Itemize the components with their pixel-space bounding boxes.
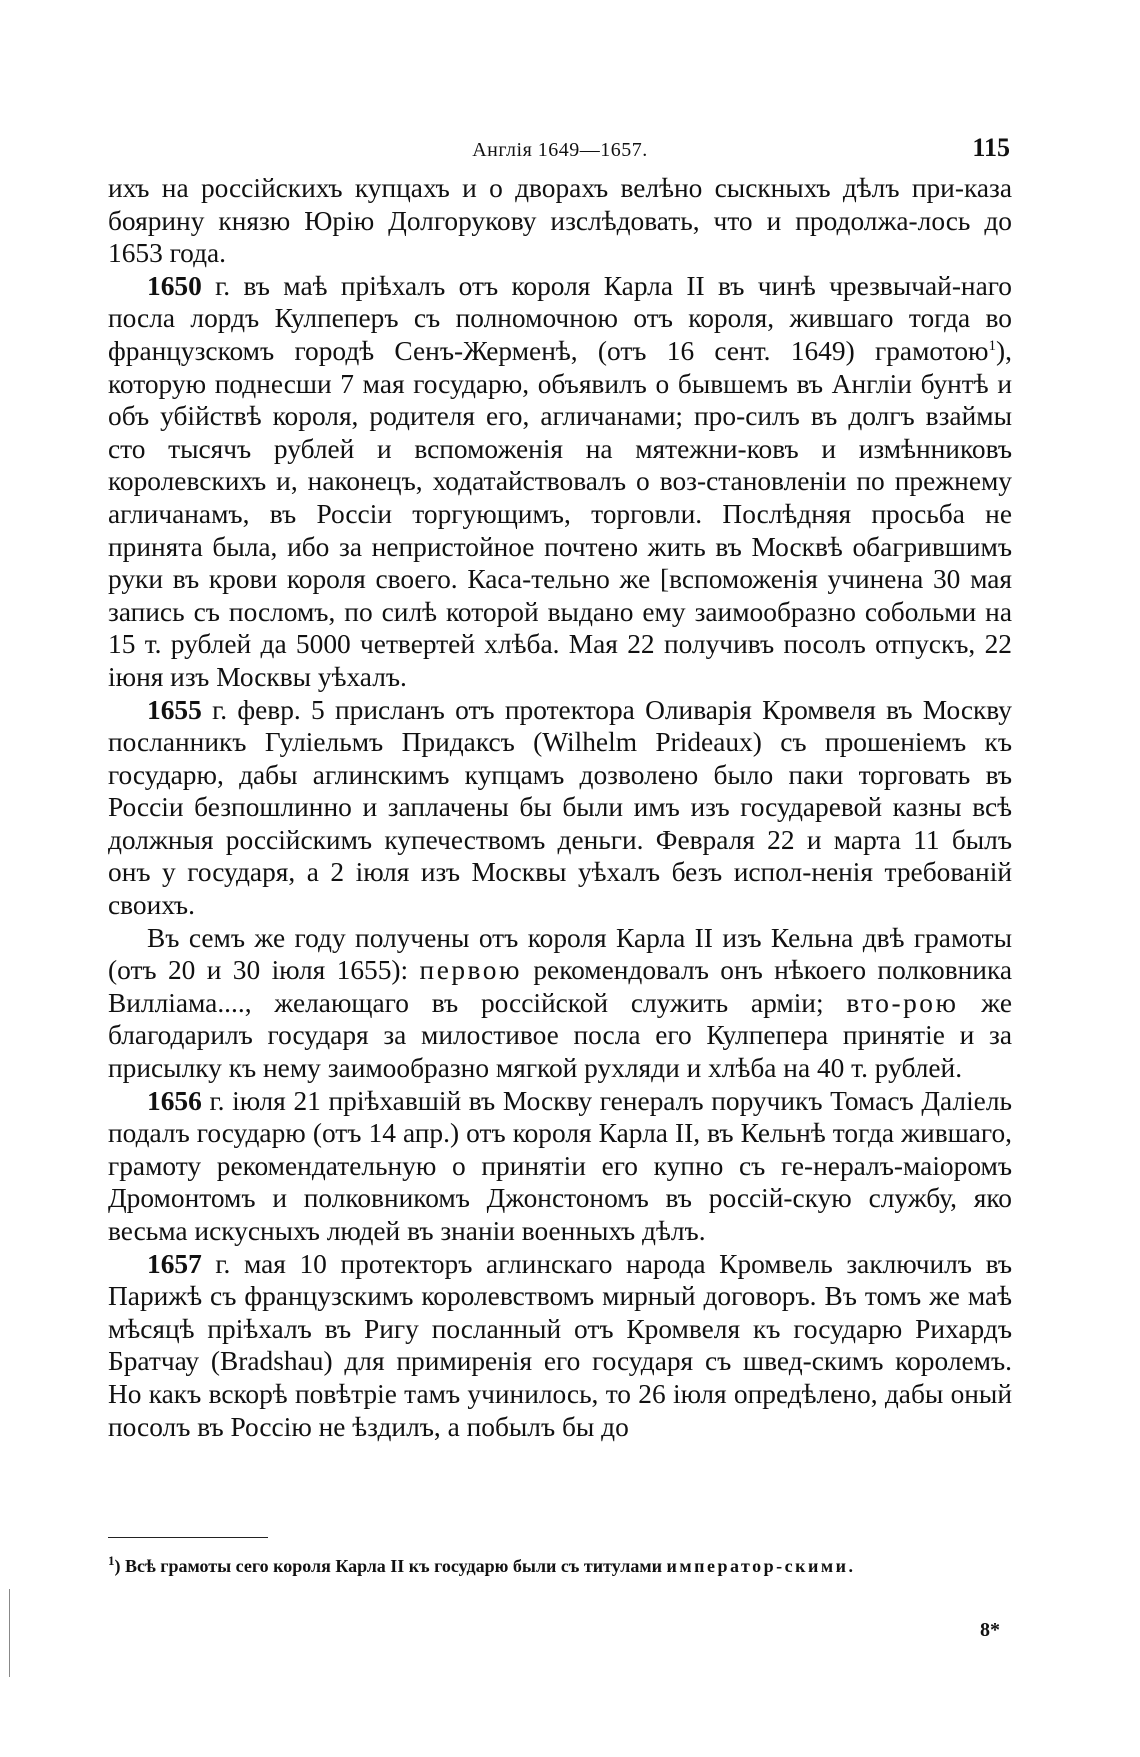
footnote-text-a: ) Всѣ грамоты сего короля Карла II къ государю были съ титулами: [114, 1556, 667, 1576]
paragraph-1: ихъ на россійскихъ купцахъ и о дворахъ велѣно сыскныхъ дѣлъ при-каза боярину князю Юрію Долгорукову изслѣдовать, что и продолжа-лось до 1653 года.: [108, 173, 1012, 269]
year-1650: 1650: [147, 270, 202, 301]
footnote-reference: 1: [988, 337, 997, 354]
running-head: [110, 133, 1010, 165]
footnote-divider: [108, 1537, 268, 1538]
paragraph-1655: [108, 694, 1012, 922]
footnote-mark: 1: [108, 1553, 115, 1568]
paragraph-1650-text-a: г. въ маѣ пріѣхалъ отъ короля Карла II въ чинѣ чрезвычай-наго посла лордъ Кулпеперъ съ полномочною отъ короля, жившаго тогда во французскомъ городѣ Сенъ-Жерменѣ, (отъ 16 сент. 1649) грамотою: [108, 270, 1012, 366]
emphasis-second: вто-рою: [846, 987, 959, 1018]
paragraph-cologne-letters: [108, 922, 1012, 1085]
paragraph-cologne-text-a: Въ семъ же году получены отъ короля Карла II изъ Кельна двѣ грамоты (отъ 20 и 30 іюля 1655):: [108, 922, 1012, 986]
running-title: Англія 1649—1657.: [472, 139, 648, 161]
year-1655: 1655: [147, 694, 202, 725]
paragraph-cologne-text-c: же благодарилъ государя за милостивое посла его Кулпепера принятіе и за присылку къ нему заимообразно мягкой рухляди и хлѣба на 40 т. рублей.: [108, 987, 1013, 1084]
paragraph-1656: [108, 1085, 1012, 1248]
paragraph-1657: [108, 1248, 1012, 1444]
paragraph-cologne-text-b: рекомендовалъ онъ нѣкоего полковника Вилліама...., желающаго въ россійской служить арміи;: [108, 955, 1012, 1018]
paragraph-1650: [108, 270, 1012, 694]
paragraph-1650-text-b: ), которую поднесши 7 мая государю, объявилъ о бывшемъ въ Англіи бунтѣ и объ убійствѣ короля, родителя его, агличанами; про-силъ въ долгъ взаймы сто тысячъ рублей и вспоможенія на мятежни-ковъ и измѣнниковъ королевскихъ и, наконецъ, ходатайствовалъ о воз-становленіи по прежнему агличанамъ, въ Россіи торгующимъ, торговли. Послѣдняя просьба не принята была, ибо за непристойное почтено жить въ Москвѣ обагрившимъ руки въ крови короля своего. Каса-тельно же [вспоможенія учинена 30 мая запись съ посломъ, по силѣ которой выдано ему заимообразно собольми на 15 т. рублей да 5000 четвертей хлѣба. Мая 22 получивъ посолъ отпускъ, 22 іюня изъ Москвы уѣхалъ.: [108, 335, 1012, 692]
emphasis-first: первою: [419, 955, 522, 986]
page-number: 115: [972, 133, 1010, 162]
signature-mark: 8*: [980, 1619, 1000, 1641]
paragraph-1656-text: г. іюля 21 пріѣхавшій въ Москву генералъ поручикъ Томасъ Даліель подалъ государю (отъ 14 апр.) отъ короля Карла II, въ Кельнѣ тогда жившаго, грамоту рекомендательную о принятіи его купно съ ге-нералъ-маіоромъ Дромонтомъ и полковникомъ Джонстономъ въ россій-скую службу, яко весьма искусныхъ людей въ знаніи военныхъ дѣлъ.: [108, 1085, 1012, 1246]
paragraph-1655-text: г. февр. 5 присланъ отъ протектора Оливарія Кромвеля въ Москву посланникъ Гуліельмъ Придаксъ (Wilhelm Prideaux) съ прошеніемъ къ государю, дабы аглинскимъ купцамъ дозволено было паки торговать въ Россіи безпошлинно и заплачены бы были имъ изъ государевой казны всѣ должныя россійскимъ купечествомъ деньги. Февраля 22 и марта 11 былъ онъ у государя, а 2 іюля изъ Москвы уѣхалъ безъ испол-ненія требованій своихъ.: [108, 694, 1012, 921]
main-text: [108, 172, 1012, 1443]
year-1657: 1657: [147, 1248, 202, 1279]
footnote-emphasis: император-скими.: [666, 1556, 856, 1576]
year-1656: 1656: [147, 1085, 202, 1116]
scan-margin-line: [9, 1589, 10, 1677]
paragraph-1657-text: г. мая 10 протекторъ аглинскаго народа Кромвель заключилъ въ Парижѣ съ французскимъ королевствомъ мирный договоръ. Въ томъ же маѣ мѣсяцѣ пріѣхалъ въ Ригу посланный отъ Кромвеля къ государю Рихардъ Братчау (Bradshau) для примиренія его государя съ швед-скимъ королемъ. Но какъ вскорѣ повѣтріе тамъ учинилось, то 26 іюля опредѣлено, дабы оный посолъ въ Россію не ѣздилъ, а побылъ бы до: [108, 1248, 1012, 1442]
footnote: [108, 1551, 1012, 1581]
